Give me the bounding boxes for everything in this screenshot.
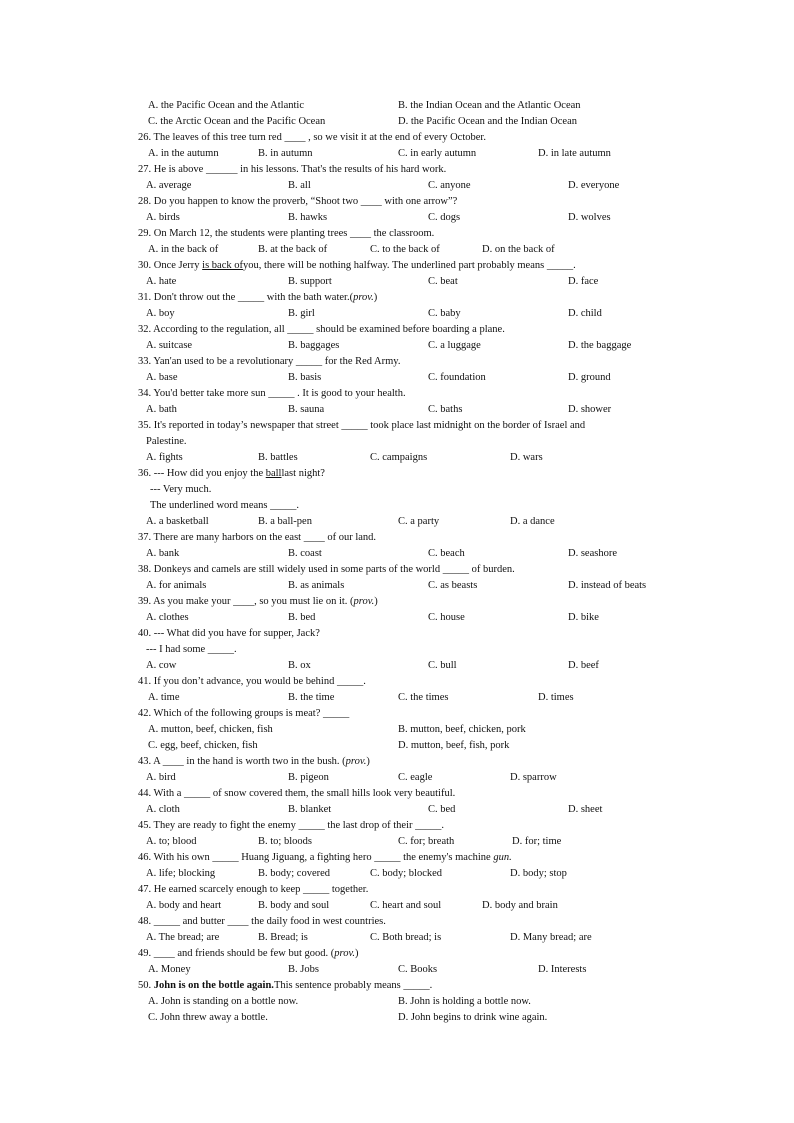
question-stem <box>138 674 366 690</box>
option-c: C. bed <box>428 804 456 815</box>
question-stem <box>138 914 386 930</box>
stem-text: 39. As you make your ____, so you must lie on it. ( <box>138 596 354 607</box>
question-stem <box>138 562 515 578</box>
option-b: B. mutton, beef, chicken, pork <box>398 724 526 735</box>
option-d: D. seashore <box>568 548 617 559</box>
option-a: A. time <box>148 692 180 703</box>
option-d: D. for; time <box>512 836 562 847</box>
stem-text: 42. Which of the following groups is meat? _____ <box>138 708 350 719</box>
option-c: C. house <box>428 612 465 623</box>
stem-text: 29. On March 12, the students were planting trees ____ the classroom. <box>138 228 435 239</box>
option-a: A. hate <box>146 276 177 287</box>
option-a: A. in the back of <box>148 244 219 255</box>
question-stem <box>138 706 349 722</box>
option-b: B. the time <box>288 692 335 703</box>
option-d: D. ground <box>568 372 611 383</box>
option-a: A. in the autumn <box>148 148 219 159</box>
option-b: B. pigeon <box>288 772 329 783</box>
question-stem <box>138 354 401 370</box>
option-b: B. a ball-pen <box>258 516 312 527</box>
option-b: B. the Indian Ocean and the Atlantic Ocean <box>398 100 581 111</box>
option-d: D. John begins to drink wine again. <box>398 1012 548 1023</box>
option-c: C. Both bread; is <box>370 932 442 943</box>
stem-text: 48. _____ and butter ____ the daily food in west countries. <box>138 916 386 927</box>
option-d: D. body and brain <box>482 900 558 911</box>
option-a: A. fights <box>146 452 183 463</box>
option-a: A. bath <box>146 404 177 415</box>
option-a: A. clothes <box>146 612 189 623</box>
option-d: D. instead of beats <box>568 580 647 591</box>
option-c: C. in early autumn <box>398 148 477 159</box>
option-a: A. suitcase <box>146 340 193 351</box>
option-d: D. wars <box>510 452 543 463</box>
stem-text: 35. It's reported in today’s newspaper that street _____ took place last midnight on the border of Israel and <box>138 420 586 431</box>
option-c: C. John threw away a bottle. <box>148 1012 268 1023</box>
option-b: B. all <box>288 180 311 191</box>
question-stem <box>138 850 512 866</box>
option-c: C. heart and soul <box>370 900 442 911</box>
option-c: C. as beasts <box>428 580 478 591</box>
stem-text: 36. --- How did you enjoy the <box>138 468 266 479</box>
option-b: B. hawks <box>288 212 328 223</box>
stem-text: 50. <box>138 980 154 991</box>
stem-text: 41. If you don’t advance, you would be behind _____. <box>138 676 366 687</box>
question-stem <box>138 130 486 146</box>
question-stem <box>138 258 576 274</box>
stem-text-end: ) <box>373 292 378 303</box>
stem-text: 33. Yan'an used to be a revolutionary _____ for the Red Army. <box>138 356 401 367</box>
option-a: A. body and heart <box>146 900 222 911</box>
option-b: B. bed <box>288 612 316 623</box>
option-c: C. baby <box>428 308 461 319</box>
question-stem <box>138 290 378 306</box>
stem-text: 27. He is above ______ in his lessons. That's the results of his hard work. <box>138 164 447 175</box>
question-stem <box>138 386 406 402</box>
option-b: B. Bread; is <box>258 932 308 943</box>
option-a: A. for animals <box>146 580 207 591</box>
option-c: C. a luggage <box>428 340 481 351</box>
option-c: C. Books <box>398 964 438 975</box>
question-stem <box>138 594 378 610</box>
option-a: A. John is standing on a bottle now. <box>148 996 299 1007</box>
option-c: C. baths <box>428 404 463 415</box>
option-c: C. beach <box>428 548 465 559</box>
stem-text-end: last night? <box>281 468 325 479</box>
option-a: A. Money <box>148 964 191 975</box>
stem-text: 28. Do you happen to know the proverb, “Shoot two ____ with one arrow”? <box>138 196 458 207</box>
stem-text: 26. The leaves of this tree turn red ____ , so we visit it at the end of every October. <box>138 132 486 143</box>
stem-text: 40. --- What did you have for supper, Jack? <box>138 628 320 639</box>
option-d: D. Interests <box>538 964 587 975</box>
option-c: C. a party <box>398 516 440 527</box>
option-c: C. for; breath <box>398 836 455 847</box>
option-d: D. body; stop <box>510 868 567 879</box>
option-a: A. bird <box>146 772 176 783</box>
option-b: B. as animals <box>288 580 345 591</box>
option-a: A. life; blocking <box>146 868 216 879</box>
option-c: C. campaigns <box>370 452 428 463</box>
question-stem <box>138 530 376 546</box>
option-d: D. bike <box>568 612 599 623</box>
option-b: B. at the back of <box>258 244 328 255</box>
option-a: A. average <box>146 180 192 191</box>
stem-text: 47. He earned scarcely enough to keep _____ together. <box>138 884 369 895</box>
option-c: C. beat <box>428 276 458 287</box>
option-c: C. bull <box>428 660 457 671</box>
option-b: B. ox <box>288 660 311 671</box>
option-a: A. cloth <box>146 804 180 815</box>
stem-text: 37. There are many harbors on the east ____ of our land. <box>138 532 377 543</box>
question-stem <box>138 786 455 802</box>
option-b: B. support <box>288 276 332 287</box>
option-d: D. mutton, beef, fish, pork <box>398 740 510 751</box>
stem-text: 38. Donkeys and camels are still widely used in some parts of the world _____ of burden. <box>138 564 515 575</box>
option-d: D. wolves <box>568 212 611 223</box>
question-stem <box>138 754 370 770</box>
question-stem <box>138 162 446 178</box>
stem-text-end: ) <box>366 756 370 767</box>
stem-text: 49. ____ and friends should be few but good. ( <box>138 948 335 959</box>
option-a: A. the Pacific Ocean and the Atlantic <box>148 100 304 111</box>
question-stem <box>138 978 433 994</box>
option-a: A. The bread; are <box>146 932 220 943</box>
underlined-phrase: is back of <box>202 260 243 271</box>
option-c: C. to the back of <box>370 244 440 255</box>
underlined-phrase: ball <box>265 468 282 479</box>
option-b: B. baggages <box>288 340 340 351</box>
bold-sentence: John is on the bottle again. <box>153 980 274 991</box>
stem-text: 32. According to the regulation, all _____ should be examined before boarding a plane. <box>138 324 505 335</box>
question-stem <box>138 626 320 642</box>
option-a: A. birds <box>146 212 180 223</box>
dialogue-line: --- Very much. <box>150 484 212 495</box>
option-d: D. Many bread; are <box>510 932 592 943</box>
dialogue-line: The underlined word means _____. <box>150 500 300 511</box>
option-b: B. blanket <box>288 804 332 815</box>
option-d: D. in late autumn <box>538 148 611 159</box>
stem-continuation: Palestine. <box>146 436 187 447</box>
option-d: D. on the back of <box>482 244 555 255</box>
stem-text: 43. A ____ in the hand is worth two in the bush. ( <box>138 756 346 767</box>
option-c: C. the times <box>398 692 449 703</box>
option-d: D. times <box>538 692 574 703</box>
option-c: C. egg, beef, chicken, fish <box>148 740 258 751</box>
stem-text: 45. They are ready to fight the enemy _____ the last drop of their _____. <box>138 820 444 831</box>
question-stem <box>138 818 444 834</box>
option-d: D. the Pacific Ocean and the Indian Ocean <box>398 116 578 127</box>
question-stem <box>138 418 585 434</box>
question-stem <box>138 466 325 482</box>
option-a: A. to; blood <box>146 836 197 847</box>
option-b: B. body and soul <box>258 900 330 911</box>
stem-text: 34. You'd better take more sun _____ . It is good to your health. <box>138 388 406 399</box>
option-b: B. in autumn <box>258 148 313 159</box>
option-d: D. everyone <box>568 180 620 191</box>
option-b: B. coast <box>288 548 322 559</box>
option-b: B. Jobs <box>288 964 319 975</box>
option-a: A. cow <box>146 660 177 671</box>
question-stem <box>138 322 505 338</box>
italic-phrase: prov. <box>353 292 374 303</box>
question-stem <box>138 882 368 898</box>
option-a: A. base <box>146 372 178 383</box>
option-b: B. sauna <box>288 404 325 415</box>
option-b: B. girl <box>288 308 315 319</box>
stem-text-end: ) <box>374 596 378 607</box>
option-a: A. bank <box>146 548 180 559</box>
italic-phrase: prov. <box>334 948 355 959</box>
option-b: B. battles <box>258 452 298 463</box>
italic-phrase: prov. <box>345 756 367 767</box>
italic-phrase: gun. <box>493 852 512 863</box>
option-b: B. basis <box>288 372 322 383</box>
dialogue-line: --- I had some _____. <box>146 644 237 655</box>
option-a: A. boy <box>146 308 175 319</box>
stem-text: 31. Don't throw out the _____ with the bath water.( <box>138 292 354 303</box>
option-c: C. body; blocked <box>370 868 443 879</box>
option-d: D. the baggage <box>568 340 632 351</box>
option-d: D. shower <box>568 404 612 415</box>
option-d: D. sheet <box>568 804 603 815</box>
option-a: A. mutton, beef, chicken, fish <box>148 724 273 735</box>
option-c: C. dogs <box>428 212 461 223</box>
italic-phrase: prov. <box>353 596 375 607</box>
option-a: A. a basketball <box>146 516 209 527</box>
stem-text: 44. With a _____ of snow covered them, the small hills look very beautiful. <box>138 788 456 799</box>
option-c: C. eagle <box>398 772 433 783</box>
option-d: D. child <box>568 308 602 319</box>
option-c: C. foundation <box>428 372 486 383</box>
option-d: D. face <box>568 276 599 287</box>
question-stem <box>138 194 457 210</box>
option-c: C. anyone <box>428 180 471 191</box>
option-b: B. body; covered <box>258 868 331 879</box>
option-d: D. a dance <box>510 516 555 527</box>
option-c: C. the Arctic Ocean and the Pacific Ocean <box>148 116 326 127</box>
question-stem <box>138 946 359 962</box>
option-d: D. beef <box>568 660 599 671</box>
stem-text: 30. Once Jerry <box>138 260 203 271</box>
stem-text-end: This sentence probably means _____. <box>273 980 433 991</box>
stem-text: 46. With his own _____ Huang Jiguang, a fighting hero _____ the enemy's machine <box>138 852 494 863</box>
option-d: D. sparrow <box>510 772 557 783</box>
stem-text-end: ) <box>354 948 359 959</box>
stem-text-end: you, there will be nothing halfway. The underlined part probably means _____. <box>242 260 576 271</box>
option-b: B. to; bloods <box>258 836 312 847</box>
question-stem <box>138 226 434 242</box>
option-b: B. John is holding a bottle now. <box>398 996 531 1007</box>
